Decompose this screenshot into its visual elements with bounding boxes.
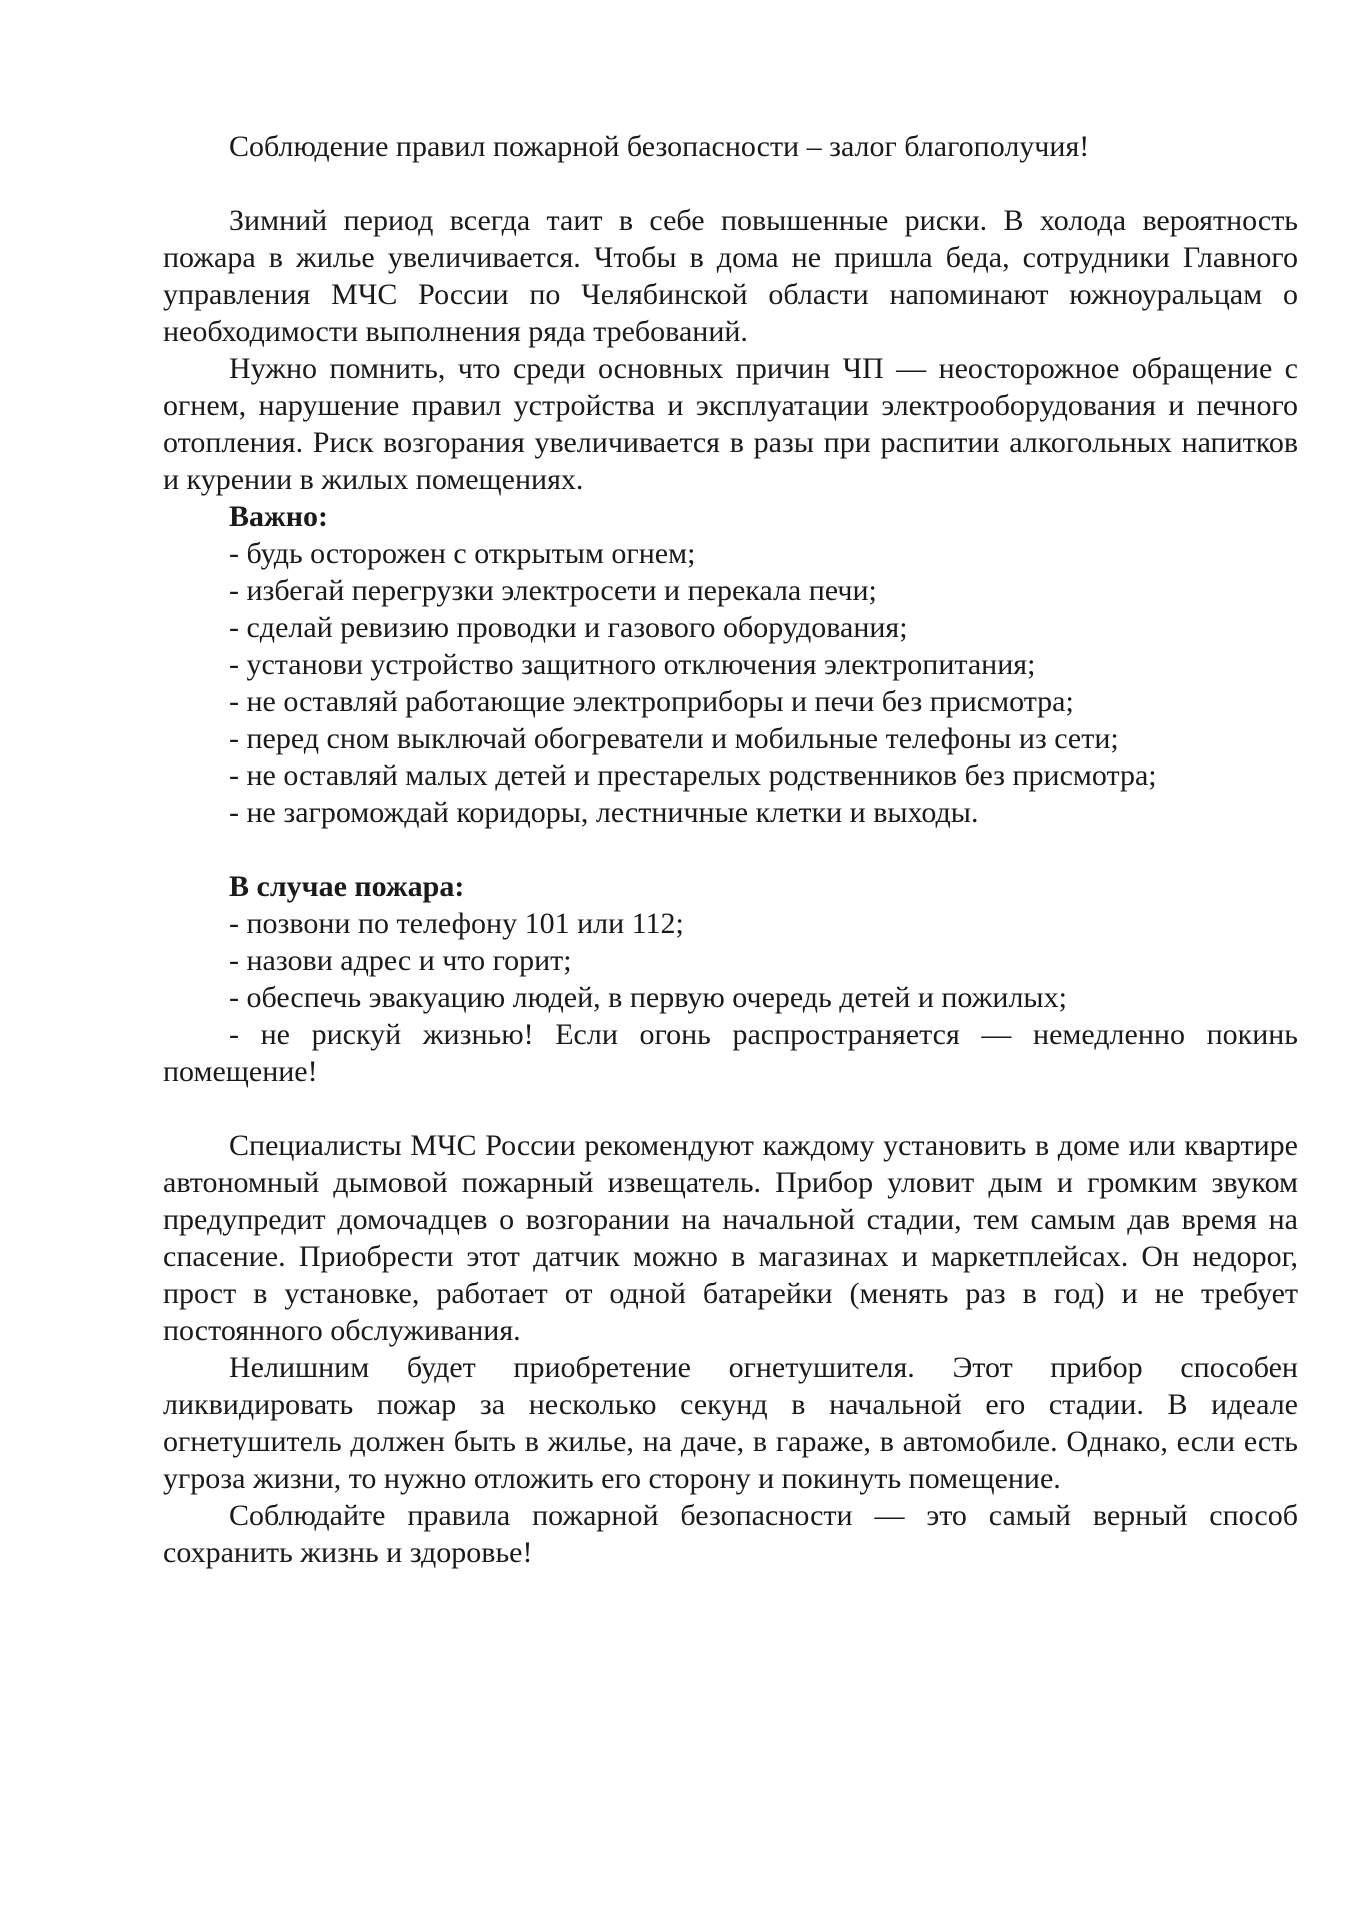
fire-case-list: [163, 905, 1298, 1090]
document-body: [163, 128, 1298, 1571]
list-item: - перед сном выключай обогреватели и мобильные телефоны из сети;: [229, 722, 1119, 755]
spacer: [163, 165, 1298, 202]
fire-case-heading: В случае пожара:: [229, 870, 465, 903]
list-item: - не загромождай коридоры, лестничные клетки и выходы.: [229, 796, 979, 829]
closing-paragraph-1: Специалисты МЧС России рекомендуют каждому установить в доме или квартире автономный дымовой пожарный извещатель. Прибор уловит дым и громким звуком предупредит домочадцев о возгорании на начальной стадии, тем самым дав время на спасение. Приобрести этот датчик можно в магазинах и маркетплейсах. Он недорог, прост в установке, работает от одной батарейки (менять раз в год) и не требует постоянного обслуживания.: [163, 1129, 1298, 1347]
document-title: Соблюдение правил пожарной безопасности – залог благополучия!: [229, 130, 1090, 163]
list-item: - не оставляй малых детей и престарелых родственников без присмотра;: [229, 759, 1157, 792]
list-item: - сделай ревизию проводки и газового оборудования;: [229, 611, 908, 644]
list-item: - избегай перегрузки электросети и перекала печи;: [229, 574, 877, 607]
list-item: - установи устройство защитного отключения электропитания;: [229, 648, 1036, 681]
intro-paragraph-2: Нужно помнить, что среди основных причин ЧП — неосторожное обращение с огнем, нарушение правил устройства и эксплуатации электрооборудования и печного отопления. Риск возгорания увеличивается в разы при распитии алкогольных напитков и курении в жилых помещениях.: [163, 352, 1298, 496]
important-list: [163, 535, 1298, 831]
important-heading: Важно:: [229, 500, 329, 533]
list-item: - будь осторожен с открытым огнем;: [229, 537, 696, 570]
spacer: [163, 831, 1298, 868]
list-item: - позвони по телефону 101 или 112;: [229, 907, 684, 940]
list-item: - назови адрес и что горит;: [229, 944, 572, 977]
list-item: - не оставляй работающие электроприборы и печи без присмотра;: [229, 685, 1074, 718]
closing-paragraph-2: Нелишним будет приобретение огнетушителя. Этот прибор способен ликвидировать пожар за несколько секунд в начальной его стадии. В идеале огнетушитель должен быть в жилье, на даче, в гараже, в автомобиле. Однако, если есть угроза жизни, то нужно отложить его сторону и покинуть помещение.: [163, 1351, 1298, 1495]
list-item: - не рискуй жизнью! Если огонь распространяется — немедленно покинь помещение!: [163, 1018, 1298, 1088]
closing-paragraph-3: Соблюдайте правила пожарной безопасности — это самый верный способ сохранить жизнь и здоровье!: [163, 1499, 1298, 1569]
intro-paragraph-1: Зимний период всегда таит в себе повышенные риски. В холода вероятность пожара в жилье увеличивается. Чтобы в дома не пришла беда, сотрудники Главного управления МЧС России по Челябинской области напоминают южноуральцам о необходимости выполнения ряда требований.: [163, 204, 1298, 348]
list-item: - обеспечь эвакуацию людей, в первую очередь детей и пожилых;: [229, 981, 1067, 1014]
spacer: [163, 1090, 1298, 1127]
